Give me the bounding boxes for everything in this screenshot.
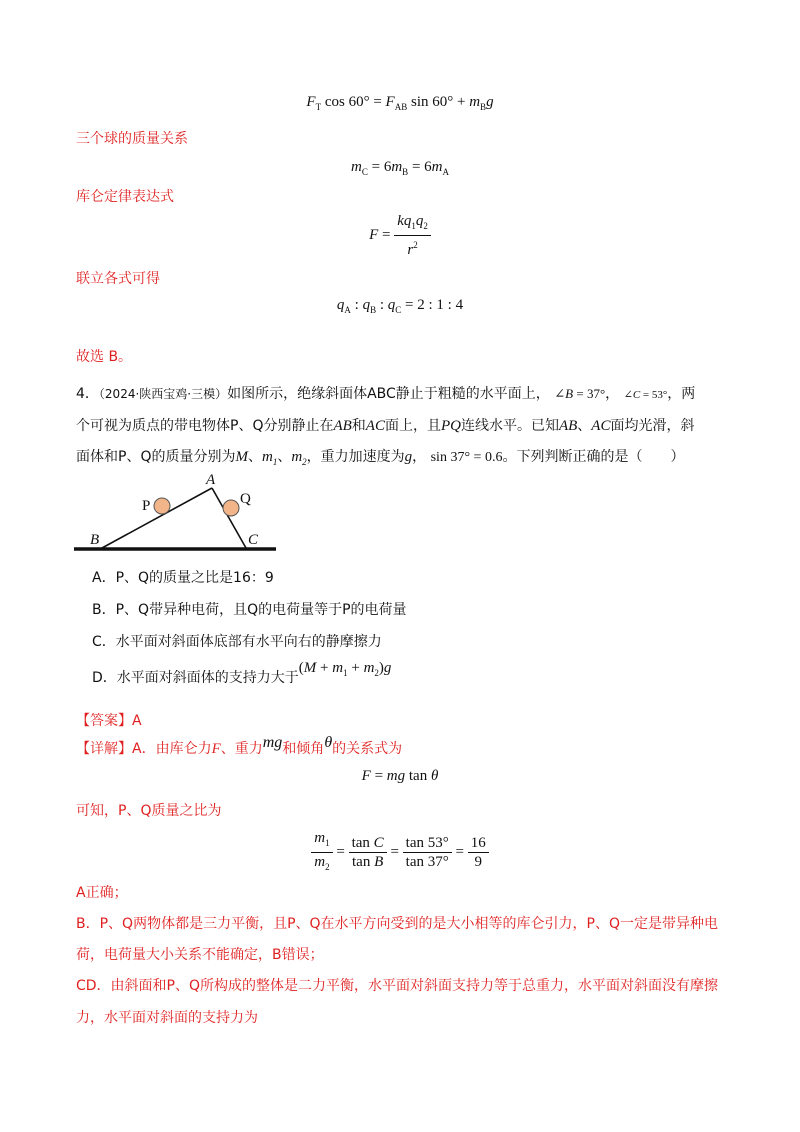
question-text: 连线水平。已知 [460, 418, 559, 434]
question-source: （2024·陕西宝鸡·三模） [98, 387, 228, 401]
ball-p [154, 498, 170, 514]
equation-ratio: $\frac{m_1}{m_2}$ = $\frac{\text{tan C}}{\text{tan B}}$ = $\frac{\tan 53^\circ}{\tan 37^\circ}$ = $\frac{16}{9}$ [0, 829, 800, 876]
option-d-text: D．水平面对斜面体的支持力大于 [92, 670, 299, 686]
angle-b: ∠B = 37° [554, 386, 606, 401]
detail-text: A．由库仑力 [132, 741, 212, 757]
var-theta: θ [324, 734, 333, 751]
segment-ac: AC [365, 418, 385, 434]
question-text: 面均光滑，斜 [610, 418, 695, 434]
equation-force-balance: $F_T$ $\cos 60^\circ = F_{AB}$ $\sin 60^\circ + m_Bg$ [306, 94, 494, 112]
question-text: ，重力加速度为 [306, 449, 405, 465]
question-text: 面上，且 [384, 418, 441, 434]
detail-line-1 [76, 734, 403, 758]
var-m1: $m_1$ [261, 449, 278, 467]
option-d-expr: $(M + m_1 + m_2)g$ [298, 660, 392, 678]
answer-tag: 【答案】A [76, 713, 142, 729]
ball-q [223, 500, 239, 516]
detail-text: 的关系式为 [332, 741, 403, 757]
label-mass-relation: 三个球的质量关系 [76, 131, 188, 147]
previous-answer: 故选 B。 [76, 349, 133, 365]
incline-figure [70, 468, 285, 558]
question-4-stem: 4．（2024·陕西宝鸡·三模）如图所示，绝缘斜面体ABC静止于粗糙的水平面上， ∠B = 37°， ∠C = 53°，两 个可视为质点的带电物体P、Q分别静止在AB和AC面上，且PQ连线水平。已知AB、AC面均光滑，斜 面体和P、Q的质量分别为M、$m_1$、$m_2$，重力加速度为g， sin 37° = 0.6。下列判断正确的是（ ） [76, 386, 696, 467]
question-number: 4． [76, 386, 99, 402]
var-m2: $m_2$ [291, 449, 307, 467]
label-p: P [142, 498, 151, 514]
question-text: 个可视为质点的带电物体P、Q分别静止在 [76, 418, 334, 434]
var-g: g [404, 449, 413, 465]
label-coulomb: 库仑定律表达式 [76, 189, 174, 205]
label-c: C [248, 532, 259, 548]
option-c: C．水平面对斜面体底部有水平向右的静摩擦力 [92, 634, 382, 650]
option-a: A．P、Q的质量之比是16：9 [92, 570, 274, 586]
segment-ab: AB [558, 418, 578, 434]
a-correct: A正确； [76, 885, 128, 901]
label-q: Q [240, 491, 251, 507]
label-a: A [206, 472, 216, 488]
detail-text: 和倾角 [282, 741, 325, 757]
var-mg: mg [262, 734, 283, 751]
label-combine: 联立各式可得 [76, 271, 160, 287]
detail-tag: 【详解】 [76, 741, 132, 757]
equation-coulomb: F = $\frac{kq_1q_2}{r^2}$ [0, 212, 800, 259]
sin-value: sin 37° = 0.6 [430, 450, 503, 465]
label-b: B [90, 532, 100, 548]
var-m: M [235, 449, 248, 465]
var-f: F [211, 741, 221, 757]
question-text: ，两 [667, 386, 696, 402]
segment-ac: AC [591, 418, 611, 434]
option-d [92, 660, 392, 688]
segment-pq: PQ [440, 418, 461, 434]
equation-tan: F = mg tan θ [361, 768, 439, 784]
question-text: 面体和P、Q的质量分别为 [76, 449, 236, 465]
b-line-1: B．P、Q两物体都是三力平衡，且P、Q在水平方向受到的是大小相等的库仑引力，P、Q一定是带异种电 [76, 916, 718, 932]
cd-line-2: 力，水平面对斜面的支持力为 [76, 1010, 258, 1026]
know-text: 可知，P、Q质量之比为 [76, 803, 222, 819]
equation-mass: $m_C = 6m_B = 6m_A$ [351, 159, 449, 177]
equation-charge-ratio: $q_A$ : $q_B$ : $q_C = 2$ : 1 : 4 [336, 297, 464, 315]
b-line-2: 荷，电荷量大小关系不能确定，B错误； [76, 947, 324, 963]
detail-text: 、重力 [220, 741, 263, 757]
question-text: 。下列判断正确的是（ ） [502, 449, 685, 465]
segment-ab: AB [333, 418, 352, 434]
cd-line-1: CD．由斜面和P、Q所构成的整体是二力平衡，水平面对斜面支持力等于总重力，水平面对斜面没有摩擦 [76, 978, 719, 994]
option-b: B．P、Q带异种电荷，且Q的电荷量等于P的电荷量 [92, 602, 407, 618]
angle-c: ∠C = 53° [623, 389, 668, 401]
incline-ab [102, 488, 212, 548]
question-text: 如图所示，绝缘斜面体ABC静止于粗糙的水平面上， [227, 386, 550, 402]
